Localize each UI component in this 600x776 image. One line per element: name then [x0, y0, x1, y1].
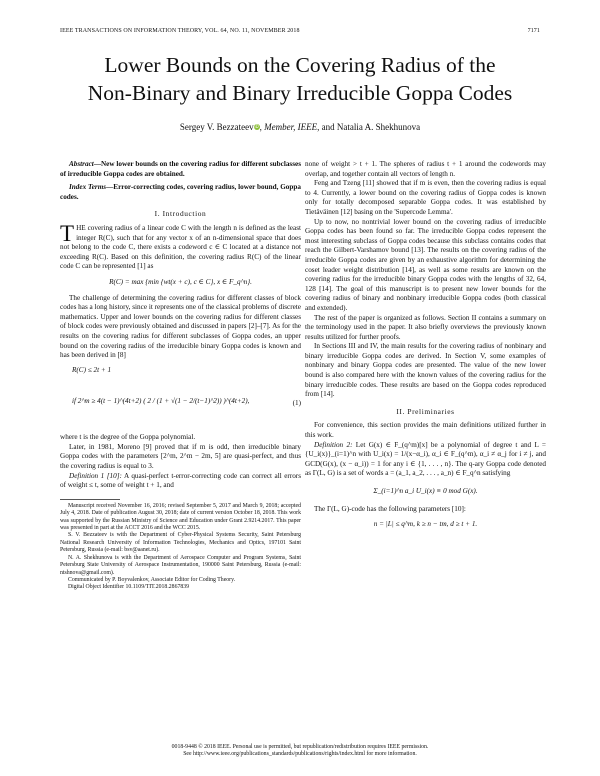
- footnote-4: Communicated by P. Boyvalenkov, Associate Editor for Coding Theory.: [68, 576, 236, 583]
- equation-bound-2: if 2^m ≥ 4(t − 1)^(4t+2) ( 2 / (1 + √(1 − 2/(t−1)^2)) )^(4t+2),: [72, 397, 250, 406]
- title-line-2: Non-Binary and Binary Irreducible Goppa Codes: [87, 81, 513, 105]
- author-line: Sergey V. BezzateeviD, Member, IEEE, and Natalia A. Shekhunova: [179, 122, 421, 132]
- footnote-2: S. V. Bezzateev is with the Department of Cyber-Physical Systems Security, Saint Petersburg National Research University of Information Technologies, Mechanics and Optics, 197101 Saint Petersburg, Russia (e-mail: bsv@aanet.ru).: [60, 532, 301, 554]
- footnote-1: Manuscript received November 16, 2016; revised September 5, 2017 and March 9, 2018; accepted July 4, 2018. Date of publication August 30, 2018; date of current version October 18, 2018. This work was supported by the Russian Ministry of Science and Education under Grant 2.9214.2017. This paper was presented in part at the ACCT 2016 and the WCC 2015.: [60, 502, 301, 532]
- equation-parameters: n = |L| ≤ q^m, k ≥ n − tm, d ≥ t + 1.: [373, 520, 478, 529]
- equation-goppa: Σ_(i=1)^n a_i U_i(x) ≡ 0 mod G(x).: [373, 487, 478, 495]
- footnote-rule: [60, 499, 120, 500]
- title-line-1: Lower Bounds on the Covering Radius of the: [104, 53, 496, 77]
- copyright-footer: [40, 744, 560, 759]
- right-paragraph-3: Up to now, no nontrivial lower bound on the covering radius of irreducible Goppa codes has been found so far. The irreducible Goppa codes represent the most interesting subclass of Goppa codes because this subclass contains codes that reach the Gilbert-Varshamov bound [13]. The results on the covering radius of the irreducible Goppa codes are given by an exhaustive algorithm for determining the coset leader weight distribution [14], as well as some results are known on the covering radius for the irreducible binary Goppa codes with the lengths of 32, 64, 128 [14]. The goal of this manuscript is to present new lower bounds for the covering radius of binary and nonbinary irreducible Goppa codes (both classical and extended).: [305, 217, 546, 312]
- right-paragraph-5: In Sections III and IV, the main results for the covering radius of nonbinary and binary irreducible Goppa codes are derived. In Section V, some examples of nonbinary and binary Goppa codes are presented. The value of the new lower bound is also compared here with the known values of the covering radius for the binary irreducible codes. These results are based on the Goppa codes reproduced from [14].: [305, 342, 546, 399]
- page-number: 7171: [527, 28, 540, 34]
- journal-name: IEEE TRANSACTIONS ON INFORMATION THEORY, VOL. 64, NO. 11, NOVEMBER 2018: [60, 28, 300, 34]
- section-heading-preliminaries: II. Preliminaries: [396, 406, 455, 416]
- copyright-line-1: 0018-9448 © 2018 IEEE. Personal use is permitted, but republication/redistribution requires IEEE permission.: [171, 744, 429, 750]
- left-column: [60, 160, 301, 592]
- membership: Member, IEEE: [264, 122, 318, 132]
- right-paragraph-6: For convenience, this section provides the main definitions utilized further in this work.: [305, 421, 546, 440]
- right-paragraph-1: none of weight > t + 1. The spheres of radius t + 1 around the codewords may overlap, and together contain all vectors of length n.: [305, 160, 546, 178]
- orcid-icon[interactable]: iD: [254, 124, 259, 129]
- footnote-3: N. A. Shekhunova is with the Department of Aerospace Computer and Program Systems, Saint Petersburg State University of Aerospace Instrumentation, 190000 Saint Petersburg, Russia (e-mail: ntshnova@gmail.com).: [60, 554, 301, 576]
- footnote-5: Digital Object Identifier 10.1109/TIT.2018.2867839: [68, 584, 190, 591]
- right-paragraph-7: The Γ(L, G)-code has the following parameters [10]:: [314, 504, 466, 513]
- right-paragraph-2: Feng and Tzeng [11] showed that if m is even, then the covering radius is equal to 4. Currently, a lower bound on the covering radius of Goppa codes is known only for totally decomposed separable Goppa codes. It was established by Tietäväinen [12] basing on the 'Supercode Lemma'.: [305, 179, 546, 216]
- footnotes: [60, 503, 301, 592]
- right-column: [305, 160, 546, 536]
- intro-paragraph-2: The challenge of determining the covering radius for different classes of block codes has a long history, since it represents one of the classical problems of discrete mathematics. Upper and lower bounds on the covering radius for different classes of block codes were previously obtained and discussed in papers [2]–[7]. As for the results on the covering radius for different subclasses of Goppa codes, an upper bound on the covering radius of the irreducible binary Goppa codes is known and has been derived in [8]: [60, 293, 301, 360]
- equation-covering-radius: R(C) = max {min {wt(x + c), c ∈ C}, x ∈ F_q^n}.: [109, 277, 252, 286]
- definition-2: Definition 2: Let G(x) ∈ F_(q^m)[x] be a polynomial of degree t and L = {U_i(x)}_(i=1)^n with U_i(x) = 1/(x−α_i), α_i ∈ F_(q^m), α_i ≠ α_j for i ≠ j, and GCD(G(x), (x − α_i)) = 1 for any i ∈ {1, . . . , n}. The q-ary Goppa code denoted as Γ(L, G) is a set of words a = (a_1, a_2, . . . , a_n) ∈ F_q^n satisfying: [305, 440, 546, 478]
- equation-number-1: (1): [292, 399, 301, 408]
- intro-paragraph-3: where t is the degree of the Goppa polynomial.: [60, 433, 196, 442]
- section-heading-introduction: I. Introduction: [154, 209, 207, 219]
- abstract: Abstract—New lower bounds on the covering radius for different subclasses of irreducible Goppa codes are obtained.: [60, 160, 301, 178]
- equation-bound-2-row: [60, 379, 301, 429]
- right-paragraph-4: The rest of the paper is organized as follows. Section II contains a summary on the terminology used in the paper. It also briefly overviews the previously known results utilized for further proofs.: [305, 313, 546, 341]
- copyright-line-2: See http://www.ieee.org/publications_standards/publications/rights/index.html for more information.: [183, 751, 417, 758]
- author-rest: , and Natalia A. Shekhunova: [317, 122, 421, 132]
- intro-paragraph-4: Later, in 1981, Moreno [9] proved that if m is odd, then irreducible binary Goppa codes with the parameters [2^m, 2^m − 2m, 5] are quasi-perfect, and thus the covering radius is equal to 3.: [60, 442, 301, 471]
- index-terms: Index Terms—Error-correcting codes, covering radius, lower bound, Goppa codes.: [60, 183, 301, 201]
- drop-cap: T: [60, 220, 75, 246]
- intro-paragraph-1: THE covering radius of a linear code C with the length n is defined as the least integer R(C), such that for any vector x of an n-dimensional space that does not belong to the code C, there exists a codeword c ∈ C located at a distance not exceeding R(C). Based on this definition, the covering radius R(C) of the linear code C can be represented [1] as: [60, 220, 301, 271]
- equation-bound-1: R(C) ≤ 2t + 1: [72, 365, 112, 374]
- paper-title: [40, 51, 560, 107]
- running-header: [60, 28, 540, 38]
- definition-1: Definition 1 [10]: A quasi-perfect t-error-correcting code can correct all errors of weight ≤ t, some of weight t + 1, and: [60, 471, 301, 490]
- author-1: Sergey V. Bezzateev: [179, 122, 254, 132]
